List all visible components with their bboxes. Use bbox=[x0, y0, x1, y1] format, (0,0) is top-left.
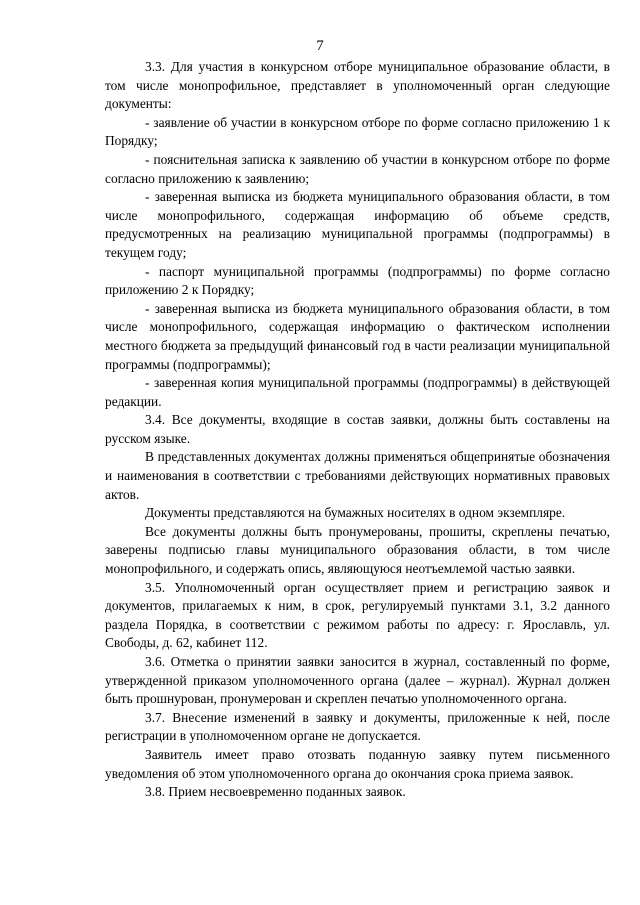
paragraph-3-3: 3.3. Для участия в конкурсном отборе муниципальное образование области, в том числе монопрофильное, представляет в уполномоченный орган следующие документы: bbox=[105, 59, 610, 112]
list-item-program-copy: - заверенная копия муниципальной программы (подпрограммы) в действующей редакции. bbox=[105, 375, 610, 409]
paragraph-paper-copies: Документы представляются на бумажных носителях в одном экземпляре. bbox=[145, 505, 566, 521]
list-item-budget-execution-extract: - заверенная выписка из бюджета муниципального образования области, в том числе монопрофильного, содержащая информацию о фактическом исполнении местного бюджета за предыдущий финансовый год в части реализации муниципальной программы (подпрограммы); bbox=[105, 300, 610, 372]
paragraph-withdrawal: Заявитель имеет право отозвать поданную заявку путем письменного уведомления об этом уполномоченного органа до окончания срока приема заявок. bbox=[105, 746, 610, 781]
page-number: 7 bbox=[316, 38, 324, 54]
paragraph-3-6: 3.6. Отметка о принятии заявки заносится в журнал, составленный по форме, утвержденной приказом уполномоченного органа (далее – журнал). Журнал должен быть прошнурован, пронумерован и скреплен печатью уполномоченного органа. bbox=[105, 654, 610, 707]
paragraph-3-8: 3.8. Прием несвоевременно поданных заявок. bbox=[145, 784, 406, 800]
paragraph-numbering: Все документы должны быть пронумерованы, прошиты, скреплены печатью, заверены подписью главы муниципального образования области, в том числе монопрофильного, и содержать опись, являющуюся неотъемлемой частью заявки. bbox=[105, 523, 610, 577]
paragraph-3-5: 3.5. Уполномоченный орган осуществляет прием и регистрацию заявок и документов, прилагаемых к ним, в срок, регулируемый пунктами 3.1, 3.2 данного раздела Порядка, в соответствии с режимом работы по адресу: г. Ярославль, ул. Свободы, д. 62, кабинет 112. bbox=[105, 579, 610, 651]
list-item-explanatory-note: - пояснительная записка к заявлению об участии в конкурсном отборе по форме согласно приложению к заявлению; bbox=[105, 151, 610, 186]
paragraph-3-7: 3.7. Внесение изменений в заявку и документы, приложенные к ней, после регистрации в уполномоченном органе не допускается. bbox=[105, 709, 610, 744]
document-body bbox=[105, 58, 610, 802]
list-item-program-passport: - паспорт муниципальной программы (подпрограммы) по форме согласно приложению 2 к Порядку; bbox=[105, 263, 610, 298]
paragraph-3-4: 3.4. Все документы, входящие в состав заявки, должны быть составлены на русском языке. bbox=[105, 412, 610, 446]
paragraph-designations: В представленных документах должны применяться общепринятые обозначения и наименования в соответствии с требованиями действующих нормативных правовых актов. bbox=[105, 449, 610, 502]
list-item-budget-extract: - заверенная выписка из бюджета муниципального образования области, в том числе монопрофильного, содержащая информацию об объеме средств, предусмотренных на реализацию муниципальной программы (подпрограммы) в текущем году; bbox=[105, 189, 610, 260]
list-item-application: - заявление об участии в конкурсном отборе по форме согласно приложению 1 к Порядку; bbox=[105, 114, 610, 149]
